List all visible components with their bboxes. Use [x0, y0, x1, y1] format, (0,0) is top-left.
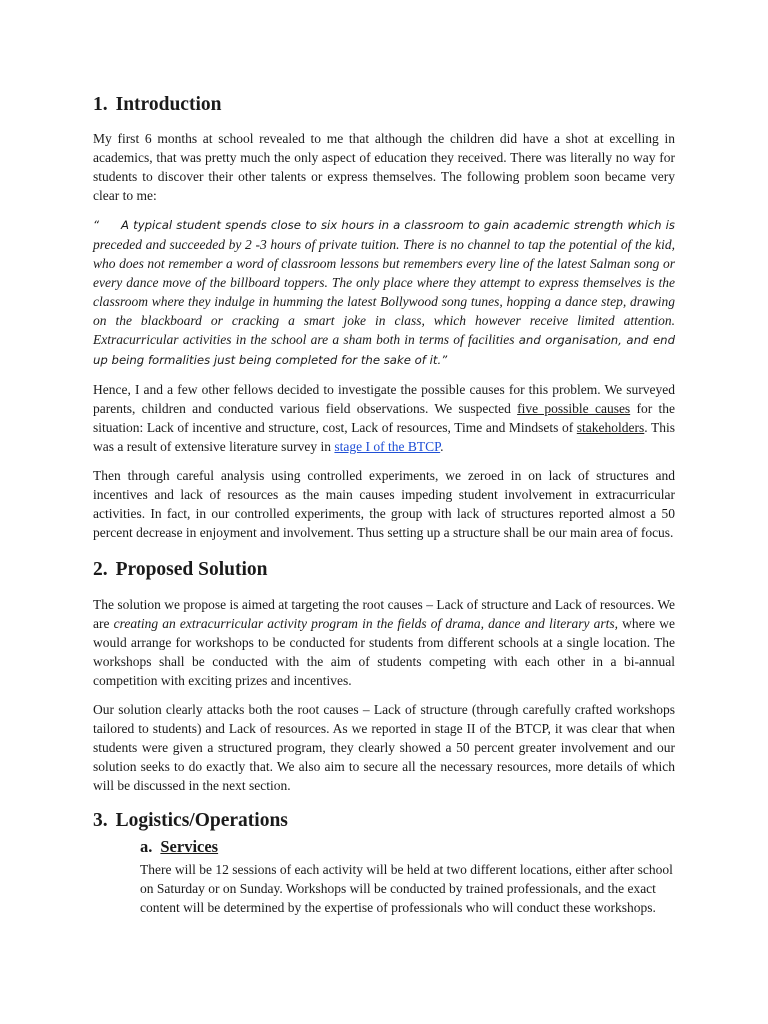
intro-paragraph-1: My first 6 months at school revealed to me that although the children did have a shot at excelling in academics, that was pretty much the only aspect of education they received. There was literally no way for students to discover their other talents or express themselves. The following problem soon became very clear to me:: [93, 131, 675, 203]
solution-paragraph-1: The solution we propose is aimed at targeting the root causes – Lack of structure and Lack of resources. We are creating an extracurricular activity program in the fields of drama, dance and literary arts, where we would arrange for workshops to be conducted for students from different schools at a single location. The workshops shall be conducted with the aim of students competing with each other in a bi-annual competition with exciting prizes and incentives.: [93, 597, 675, 688]
section-title: Introduction: [115, 94, 222, 115]
section-number: 1.: [93, 94, 108, 115]
section-number: 3.: [93, 810, 108, 831]
solution-paragraph-2: Our solution clearly attacks both the root causes – Lack of structure (through carefully crafted workshops tailored to students) and Lack of resources. As we reported in stage II of the BTCP, it was clear that when students were given a structured program, they clearly showed a 50 percent greater involvement and our solution seeks to do exactly that. We also aim to secure all the necessary resources, more details of which will be discussed in the next section.: [93, 702, 675, 793]
stakeholders-link[interactable]: stakeholders: [576, 420, 645, 435]
quote-body: preceded and succeeded by 2 -3 hours of private tuition. There is no channel to tap the potential of the kid, who does not remember a word of classroom lessons but remembers every line of the latest Salman song or every dance move of the billboard toppers. The only place where they attempt to express themselves is the classroom where they indulge in humming the latest Bollywood song tunes, hopping a dance step, drawing on the blackboard or cracking a smart joke in class, which however receive limited attention. Extracurricular activities in the school are a sham both in terms of facilities: [93, 237, 675, 347]
subsection-number: a.: [140, 837, 153, 856]
quote-lead: A typical student spends close to six hours in a classroom to gain academic strength which is: [121, 218, 675, 232]
subsection-heading-services: [140, 836, 675, 858]
quote-tail: and organisation, and end up being formalities just being completed for the sake of it.”: [93, 333, 676, 367]
section-heading-proposed-solution: [93, 557, 675, 583]
quote-open-mark: “: [93, 218, 100, 232]
section-heading-introduction: [93, 92, 675, 118]
intro-paragraph-2: Hence, I and a few other fellows decided to investigate the possible causes for this problem. We surveyed parents, children and conducted various field observations. We suspected five possible causes for the situation: Lack of incentive and structure, cost, Lack of resources, Time and Mindsets of stakeholders. This was a result of extensive literature survey in stage I of the BTCP.: [93, 382, 675, 454]
btcp-stage-link[interactable]: stage I of the BTCP: [334, 439, 441, 454]
subsection-title: Services: [160, 837, 219, 856]
section-title: Proposed Solution: [115, 559, 268, 580]
document-body: [93, 92, 675, 917]
problem-quote: [93, 215, 675, 370]
intro-paragraph-3: Then through careful analysis using controlled experiments, we zeroed in on lack of structures and incentives and lack of resources as the main causes impeding student involvement in extracurricular activities. In fact, in our controlled experiments, the group with lack of structures reported almost a 50 percent decrease in enjoyment and involvement. Thus setting up a structure shall be our main area of focus.: [93, 468, 675, 540]
subsection-services: [93, 836, 675, 917]
solution-emphasis: creating an extracurricular activity program in the fields of drama, dance and literary arts,: [113, 616, 618, 631]
services-paragraph: There will be 12 sessions of each activity will be held at two different locations, either after school on Saturday or on Sunday. Workshops will be conducted by trained professionals, and the exact content will be determined by the expertise of professionals who will conduct these workshops.: [140, 862, 673, 915]
section-heading-logistics: [93, 808, 675, 834]
section-title: Logistics/Operations: [115, 810, 288, 831]
section-number: 2.: [93, 559, 108, 580]
five-possible-causes-link[interactable]: five possible causes: [517, 401, 631, 416]
